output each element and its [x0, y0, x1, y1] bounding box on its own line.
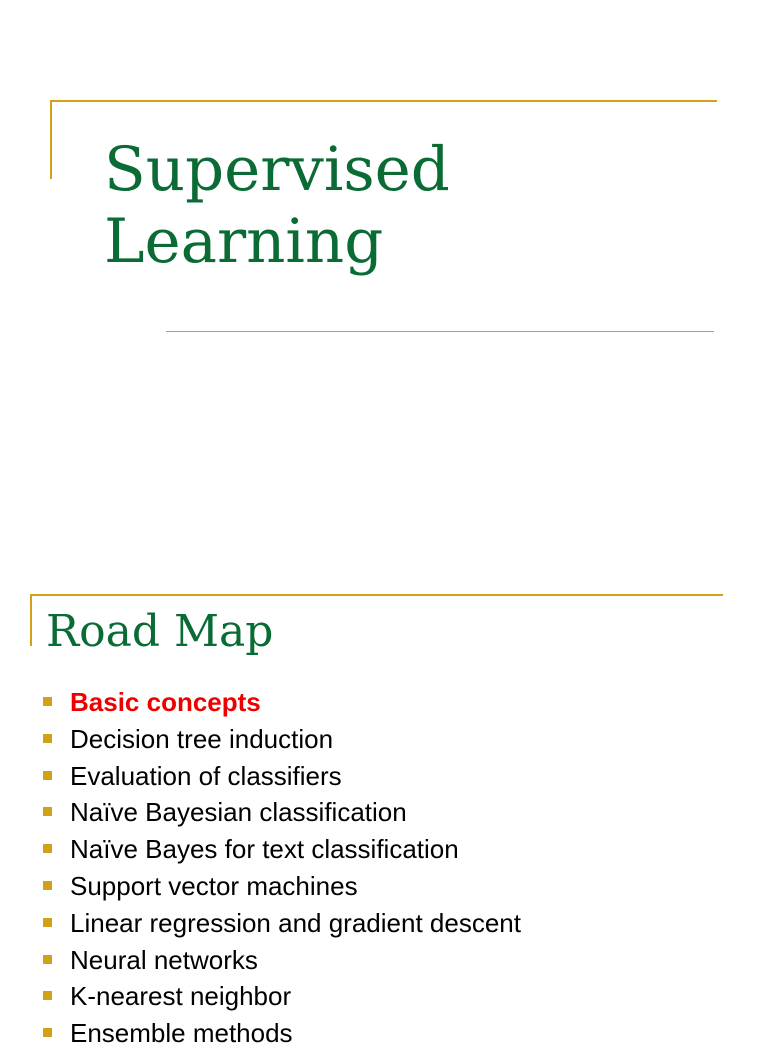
roadmap-item-label: Evaluation of classifiers: [70, 760, 342, 791]
roadmap-heading: Road Map: [46, 606, 274, 657]
roadmap-item: [41, 978, 521, 1015]
roadmap-item: [41, 721, 521, 758]
roadmap-item: [41, 794, 521, 831]
roadmap-item-label: Decision tree induction: [70, 723, 334, 754]
roadmap-slide-top-rule: [31, 594, 723, 596]
roadmap-slide-left-rule: [30, 594, 32, 646]
roadmap-item-label: Naïve Bayesian classification: [70, 797, 407, 828]
roadmap-slide: [0, 576, 768, 1049]
roadmap-item: [41, 1015, 521, 1052]
square-bullet-icon: [43, 697, 52, 706]
roadmap-item-label: Support vector machines: [70, 870, 358, 901]
roadmap-list: [41, 684, 521, 1052]
square-bullet-icon: [43, 734, 52, 743]
roadmap-item: [41, 684, 521, 721]
square-bullet-icon: [43, 807, 52, 816]
square-bullet-icon: [43, 771, 52, 780]
roadmap-item-label: K-nearest neighbor: [70, 981, 292, 1012]
roadmap-item-label: Ensemble methods: [70, 1018, 293, 1049]
square-bullet-icon: [43, 1028, 52, 1037]
roadmap-item-label: Neural networks: [70, 944, 258, 975]
title-slide-top-rule: [51, 100, 717, 102]
title-slide-left-rule: [50, 100, 52, 179]
title-slide-bottom-rule: [166, 331, 714, 332]
roadmap-item: [41, 868, 521, 905]
roadmap-item: [41, 831, 521, 868]
square-bullet-icon: [43, 881, 52, 890]
square-bullet-icon: [43, 991, 52, 1000]
title-slide-heading: Supervised Learning: [104, 134, 450, 277]
roadmap-item: [41, 942, 521, 979]
roadmap-item-label: Naïve Bayes for text classification: [70, 834, 459, 865]
roadmap-item-label: Linear regression and gradient descent: [70, 907, 521, 938]
square-bullet-icon: [43, 844, 52, 853]
roadmap-item-label: Basic concepts: [70, 687, 261, 717]
square-bullet-icon: [43, 955, 52, 964]
square-bullet-icon: [43, 918, 52, 927]
roadmap-item: [41, 758, 521, 795]
roadmap-item: [41, 905, 521, 942]
